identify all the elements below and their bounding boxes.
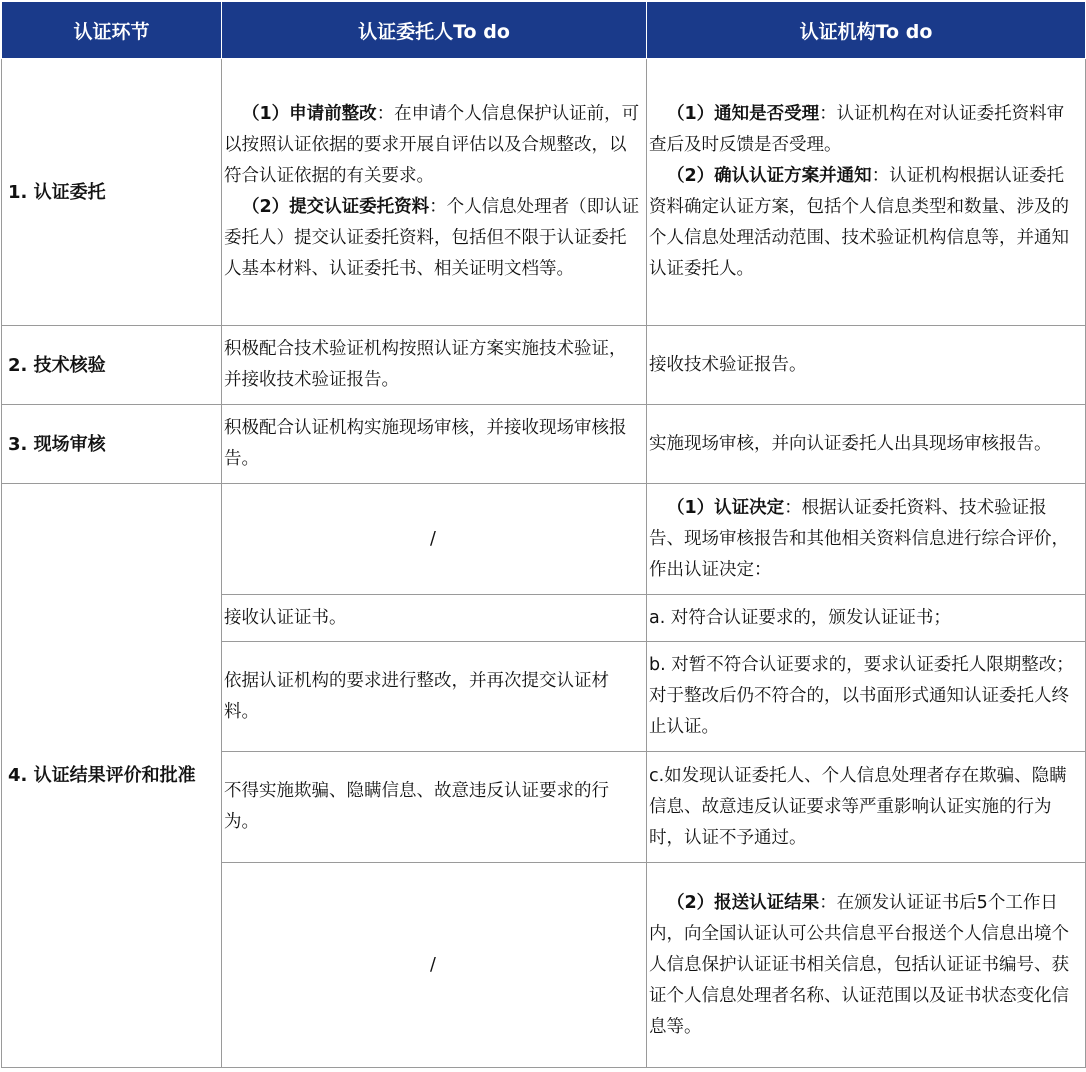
table-row-decision: [2, 484, 1086, 595]
client-cell: /: [222, 863, 647, 1068]
client-item-2: （2）提交认证委托资料：个人信息处理者（即认证委托人）提交认证委托资料，包括但不限于认证委托人基本材料、认证委托书、相关证明文档等。: [224, 197, 640, 279]
client-cell: [222, 59, 647, 326]
header-agency-todo: 认证机构To do: [647, 2, 1086, 59]
client-item-1: （1）申请前整改：在申请个人信息保护认证前，可以按照认证依据的要求开展自评估以及合规整改，以符合认证依据的有关要求。: [224, 104, 640, 186]
client-cell: 不得实施欺骗、隐瞒信息、故意违反认证要求的行为。: [222, 752, 647, 863]
agency-cell: b. 对暂不符合认证要求的，要求认证委托人限期整改；对于整改后仍不符合的，以书面形式通知认证委托人终止认证。: [647, 642, 1086, 752]
stage-cell: 3. 现场审核: [2, 405, 222, 484]
table-row-tech-verify: [2, 326, 1086, 405]
client-cell: 接收认证证书。: [222, 595, 647, 642]
agency-item-1: （1）通知是否受理：认证机构在对认证委托资料审查后及时反馈是否受理。: [649, 104, 1065, 155]
client-cell: 依据认证机构的要求进行整改，并再次提交认证材料。: [222, 642, 647, 752]
client-cell: /: [222, 484, 647, 595]
agency-cell: [647, 59, 1086, 326]
header-row: [2, 2, 1086, 59]
agency-cell: 实施现场审核，并向认证委托人出具现场审核报告。: [647, 405, 1086, 484]
client-cell: 积极配合技术验证机构按照认证方案实施技术验证，并接收技术验证报告。: [222, 326, 647, 405]
header-stage: 认证环节: [2, 2, 222, 59]
table-row-onsite-audit: [2, 405, 1086, 484]
header-client-todo: 认证委托人To do: [222, 2, 647, 59]
agency-cell: [647, 863, 1086, 1068]
stage-cell: 1. 认证委托: [2, 59, 222, 326]
agency-item: （2）报送认证结果：在颁发认证证书后5个工作日内，向全国认证认可公共信息平台报送个人信息出境个人信息保护认证证书相关信息，包括认证证书编号、获证个人信息处理者名称、认证范围以及证书状态变化信息等。: [649, 892, 1069, 1037]
agency-cell: [647, 484, 1086, 595]
table-row-entrust: [2, 59, 1086, 326]
agency-item-2: （2）确认认证方案并通知：认证机构根据认证委托资料确定认证方案，包括个人信息类型和数量、涉及的个人信息处理活动范围、技术验证机构信息等，并通知认证委托人。: [649, 166, 1069, 279]
client-cell: 积极配合认证机构实施现场审核，并接收现场审核报告。: [222, 405, 647, 484]
agency-cell: 接收技术验证报告。: [647, 326, 1086, 405]
agency-item: （1）认证决定：根据认证委托资料、技术验证报告、现场审核报告和其他相关资料信息进行综合评价，作出认证决定：: [649, 497, 1069, 580]
certification-process-table: [1, 1, 1086, 1068]
agency-cell: c.如发现认证委托人、个人信息处理者存在欺骗、隐瞒信息、故意违反认证要求等严重影响认证实施的行为时，认证不予通过。: [647, 752, 1086, 863]
stage-cell: 2. 技术核验: [2, 326, 222, 405]
agency-cell: a. 对符合认证要求的，颁发认证证书；: [647, 595, 1086, 642]
stage-cell: 4. 认证结果评价和批准: [2, 484, 222, 1068]
